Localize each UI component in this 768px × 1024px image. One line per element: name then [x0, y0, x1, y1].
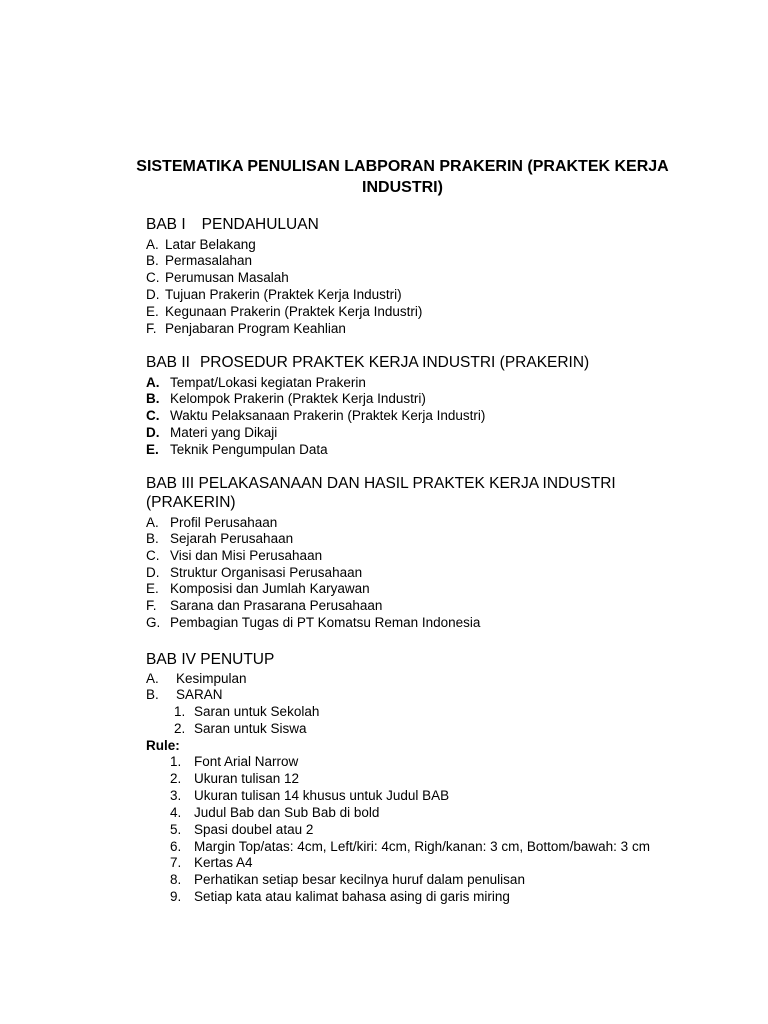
list-item: C. Visi dan Misi Perusahaan [146, 548, 323, 563]
list-item: 1. Font Arial Narrow [170, 754, 299, 769]
rules-heading: Rule: [146, 738, 180, 753]
list-item: E. Kegunaan Prakerin (Praktek Kerja Industri) [146, 304, 423, 319]
title-line-1: SISTEMATIKA PENULISAN LABPORAN PRAKERIN (PRAKTEK KERJA [136, 158, 669, 175]
document-title [130, 156, 675, 198]
list-item: 8. Perhatikan setiap besar kecilnya huruf dalam penulisan [170, 872, 525, 887]
list-item: A. Tempat/Lokasi kegiatan Prakerin [146, 375, 366, 390]
list-item: B. Sejarah Perusahaan [146, 531, 294, 546]
list-item: 1. Saran untuk Sekolah [174, 704, 320, 719]
bab-1-heading [146, 215, 658, 235]
list-item: A. Kesimpulan [146, 671, 247, 686]
list-item: 2. Ukuran tulisan 12 [170, 771, 300, 786]
list-item: 3. Ukuran tulisan 14 khusus untuk Judul BAB [170, 788, 450, 803]
list-item: D. Tujuan Prakerin (Praktek Kerja Industri) [146, 287, 402, 302]
list-item: F. Penjabaran Program Keahlian [146, 321, 346, 336]
bab-2-number: BAB II [146, 354, 190, 371]
bab-2-title: PROSEDUR PRAKTEK KERJA INDUSTRI (PRAKERIN) [199, 354, 590, 371]
list-item: 2. Saran untuk Siswa [174, 721, 307, 736]
bab-4-heading: BAB IV PENUTUP [146, 651, 275, 668]
bab-1-number: BAB I [146, 216, 186, 233]
list-item: F. Sarana dan Prasarana Perusahaan [146, 598, 383, 613]
bab-1-title: PENDAHULUAN [201, 216, 319, 233]
list-item: B. Permasalahan [146, 253, 253, 268]
list-item: G. Pembagian Tugas di PT Komatsu Reman Indonesia [146, 615, 481, 630]
list-item: B. Kelompok Prakerin (Praktek Kerja Industri) [146, 391, 426, 406]
list-item: A. Profil Perusahaan [146, 515, 278, 530]
list-item: C. Perumusan Masalah [146, 270, 289, 285]
list-item: E. Teknik Pengumpulan Data [146, 442, 328, 457]
list-item: C. Waktu Pelaksanaan Prakerin (Praktek Kerja Industri) [146, 408, 486, 423]
list-item: E. Komposisi dan Jumlah Karyawan [146, 581, 370, 596]
bab-3-heading-line-2: (PRAKERIN) [146, 494, 236, 511]
list-item: 4. Judul Bab dan Sub Bab di bold [170, 805, 380, 820]
title-line-2: INDUSTRI) [362, 179, 443, 196]
list-item: 6. Margin Top/atas: 4cm, Left/kiri: 4cm, Righ/kanan: 3 cm, Bottom/bawah: 3 cm [170, 839, 650, 854]
list-item: B. SARAN [146, 687, 223, 702]
list-item: D. Struktur Organisasi Perusahaan [146, 565, 363, 580]
bab-2-heading [146, 353, 658, 373]
bab-3-heading-line-1: BAB III PELAKASANAAN DAN HASIL PRAKTEK KERJA INDUSTRI [146, 475, 616, 492]
list-item: D. Materi yang Dikaji [146, 425, 278, 440]
list-item: 9. Setiap kata atau kalimat bahasa asing di garis miring [170, 889, 510, 904]
list-item: 5. Spasi doubel atau 2 [170, 822, 314, 837]
list-item: 7. Kertas A4 [170, 855, 253, 870]
list-item: A. Latar Belakang [146, 237, 256, 252]
